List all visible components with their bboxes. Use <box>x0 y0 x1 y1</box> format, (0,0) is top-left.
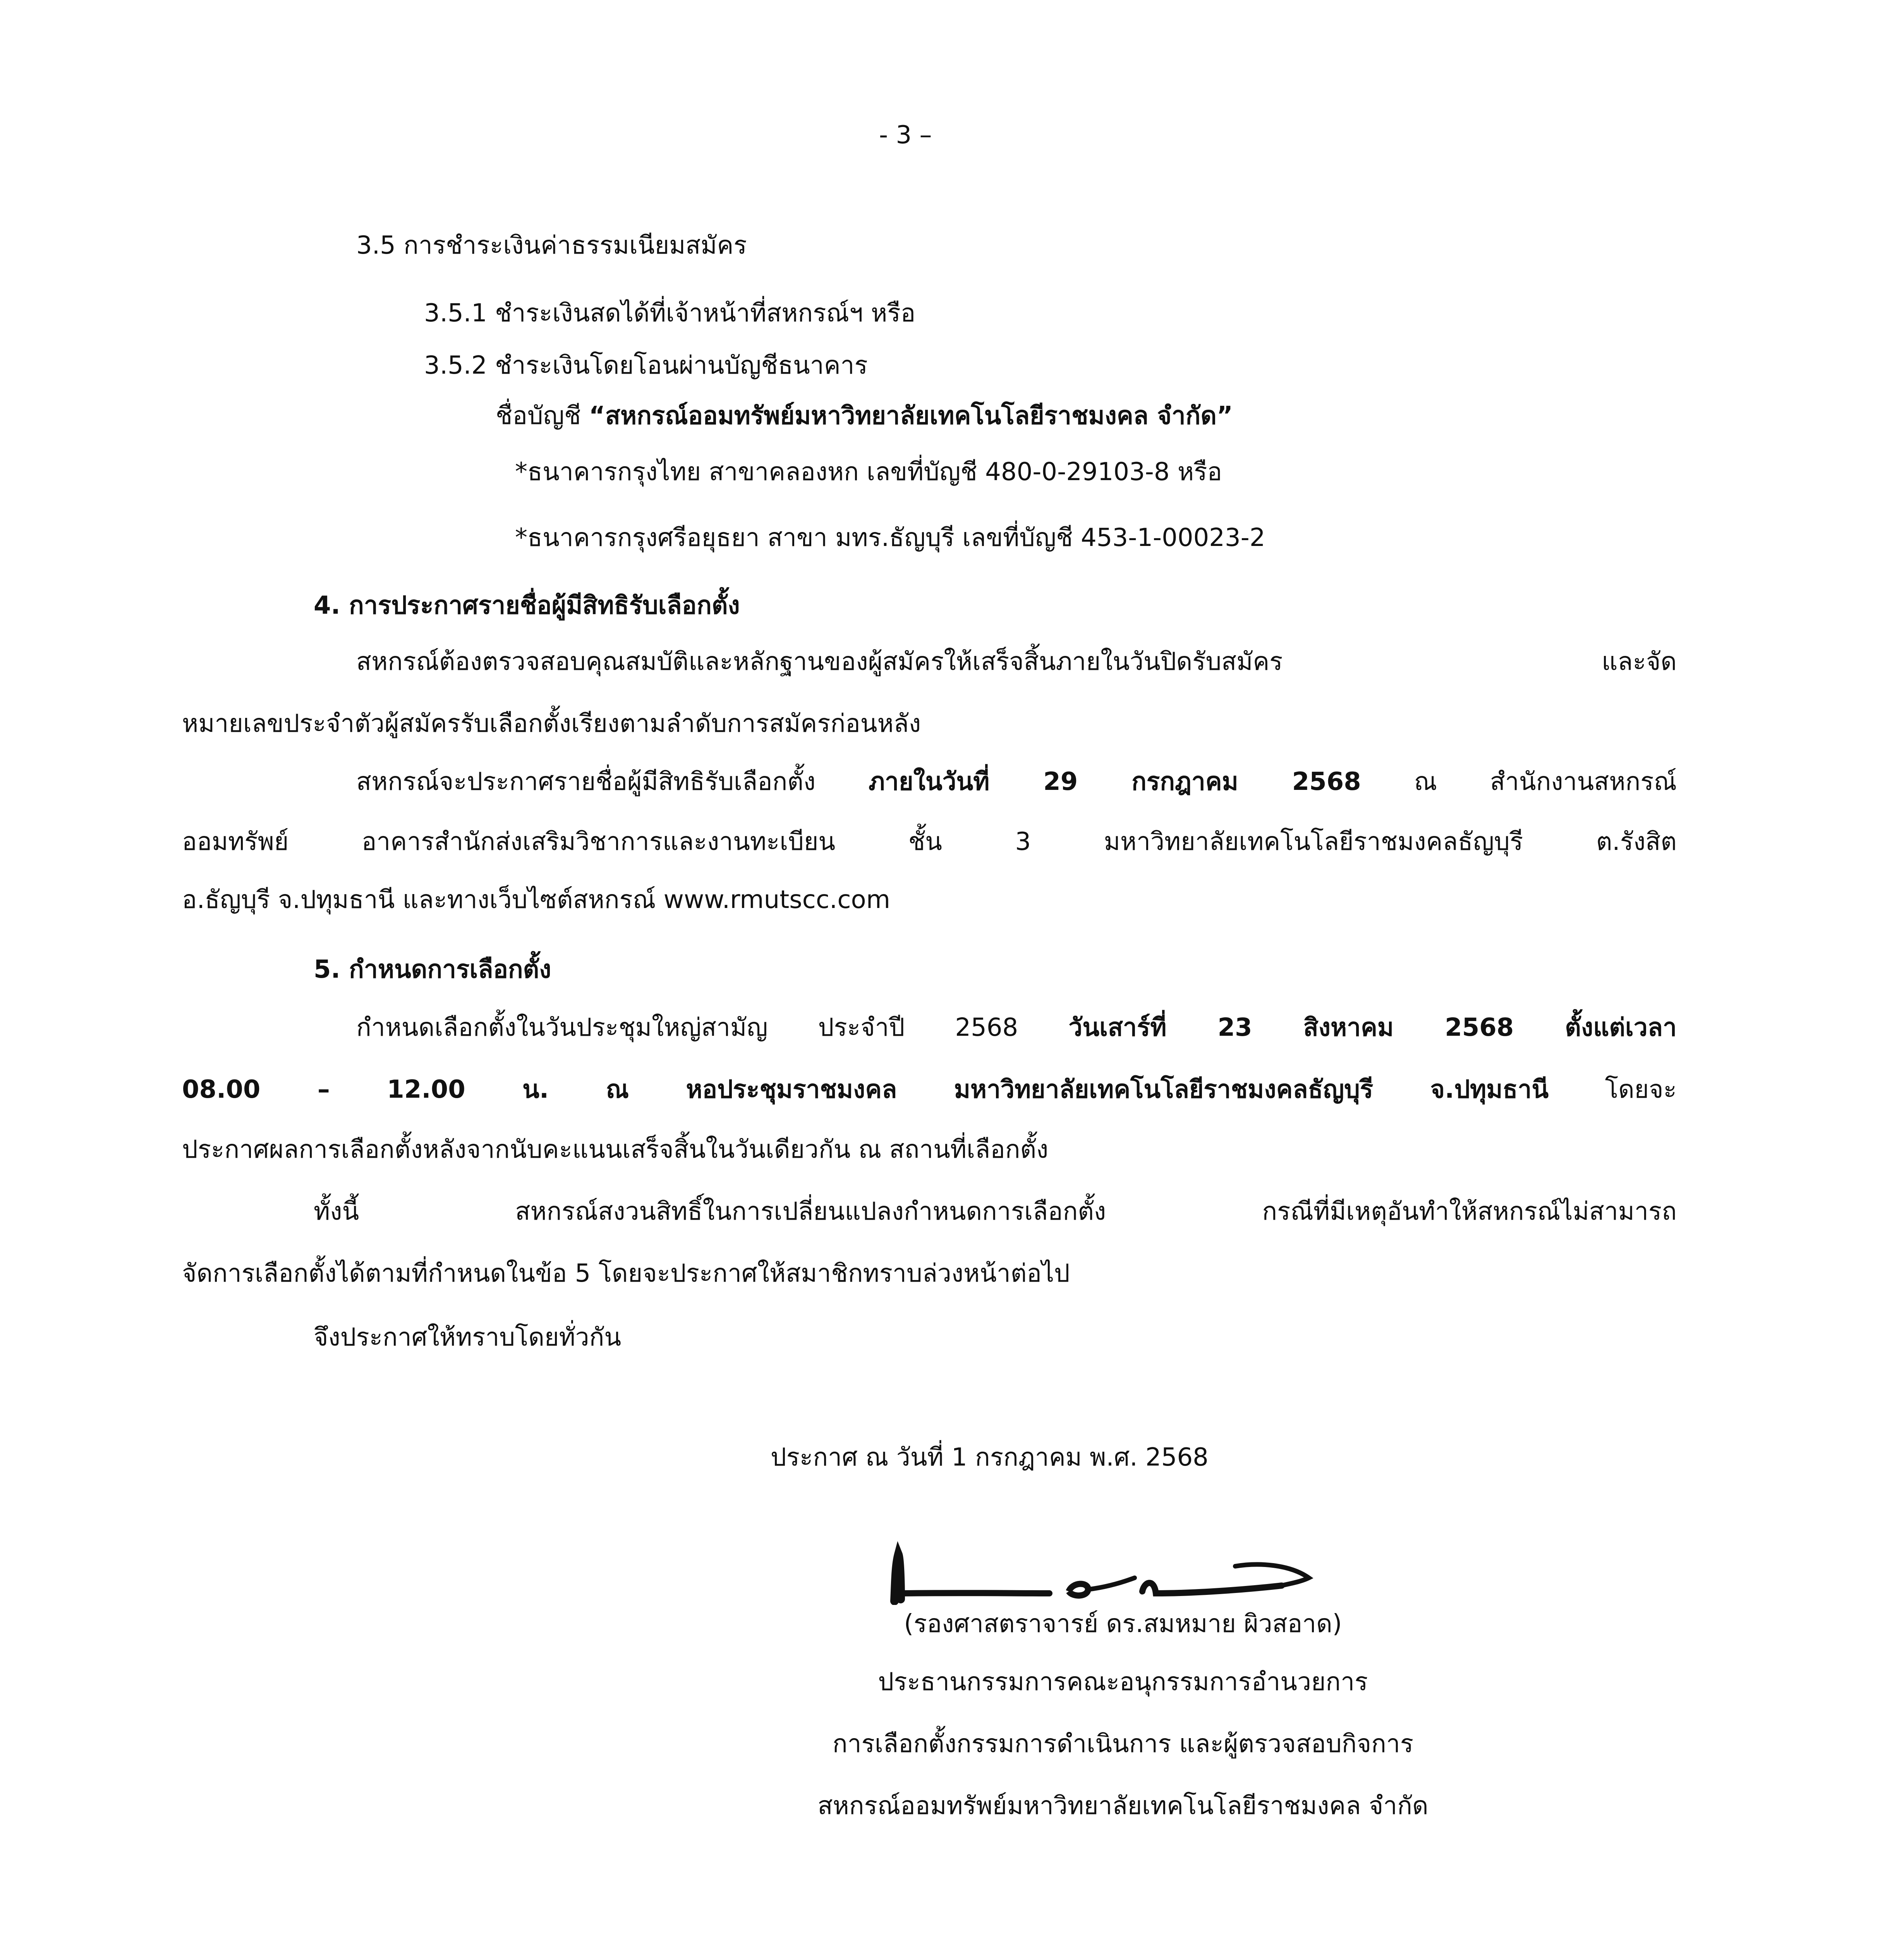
section-4-para2-line2: ออมทรัพย์ อาคารสำนักส่งเสริมวิชาการและงานทะเบียน ชั้น 3 มหาวิทยาลัยเทคโนโลยีราชมงคลธัญบุรี ต.รังสิต <box>182 827 1677 856</box>
election-date: วันเสาร์ที่ 23 สิงหาคม 2568 ตั้งแต่เวลา <box>1068 1013 1677 1042</box>
section-4-heading: 4. การประกาศรายชื่อผู้มีสิทธิรับเลือกตั้ง <box>314 591 740 620</box>
signatory-name: (รองศาสตราจารย์ ดร.สมหมาย ผิวสอาด) <box>904 1610 1342 1638</box>
signatory-position-2: การเลือกตั้งกรรมการดำเนินการ และผู้ตรวจสอบกิจการ <box>832 1730 1414 1758</box>
election-time-place: 08.00 – 12.00 น. ณ หอประชุมราชมงคล มหาวิทยาลัยเทคโนโลยีราชมงคลธัญบุรี จ.ปทุมธานี <box>182 1075 1549 1104</box>
section-5-line1 <box>356 1011 1677 1045</box>
reservation-line2: จัดการเลือกตั้งได้ตามที่กำหนดในข้อ 5 โดยจะประกาศให้สมาชิกทราบล่วงหน้าต่อไป <box>182 1259 1070 1288</box>
section-4-para2-line1 <box>356 765 1677 799</box>
section-3-5-2-item: 3.5.2 ชำระเงินโดยโอนผ่านบัญชีธนาคาร <box>424 351 868 380</box>
page-number: - 3 – <box>879 121 932 149</box>
reservation-line1: ทั้งนี้ สหกรณ์สงวนสิทธิ์ในการเปลี่ยนแปลงกำหนดการเลือกตั้ง กรณีที่มีเหตุอันทำให้สหกรณ์ไม่สามารถ <box>314 1197 1677 1226</box>
section-3-5-1-item: 3.5.1 ชำระเงินสดได้ที่เจ้าหน้าที่สหกรณ์ฯ หรือ <box>424 299 916 328</box>
section-5-line3: ประกาศผลการเลือกตั้งหลังจากนับคะแนนเสร็จสิ้นในวันเดียวกัน ณ สถานที่เลือกตั้ง <box>182 1135 1049 1164</box>
signature-mark <box>887 1535 1324 1605</box>
section-4-para2-line3: อ.ธัญบุรี จ.ปทุมธานี และทางเว็บไซต์สหกรณ์ www.rmutscc.com <box>182 886 891 914</box>
account-name: “สหกรณ์ออมทรัพย์มหาวิทยาลัยเทคโนโลยีราชมงคล จำกัด” <box>589 402 1233 430</box>
section-4-para1-line1: สหกรณ์ต้องตรวจสอบคุณสมบัติและหลักฐานของผู้สมัครให้เสร็จสิ้นภายในวันปิดรับสมัคร และจัด <box>356 647 1677 676</box>
bank-account-2: *ธนาคารกรุงศรีอยุธยา สาขา มทร.ธัญบุรี เลขที่บัญชี 453-1-00023-2 <box>515 523 1265 552</box>
announce-date: ภายในวันที่ 29 กรกฎาคม 2568 <box>868 767 1361 796</box>
bank-account-1: *ธนาคารกรุงไทย สาขาคลองหก เลขที่บัญชี 480-0-29103-8 หรือ <box>515 458 1222 486</box>
account-name-prefix: ชื่อบัญชี <box>496 402 589 430</box>
section-4-para1-line2: หมายเลขประจำตัวผู้สมัครรับเลือกตั้งเรียงตามลำดับการสมัครก่อนหลัง <box>182 709 921 738</box>
closing-statement: จึงประกาศให้ทราบโดยทั่วกัน <box>314 1323 622 1352</box>
announcement-date: ประกาศ ณ วันที่ 1 กรกฎาคม พ.ศ. 2568 <box>771 1443 1209 1472</box>
signatory-position-3: สหกรณ์ออมทรัพย์มหาวิทยาลัยเทคโนโลยีราชมงคล จำกัด <box>817 1792 1428 1820</box>
election-schedule-text: กำหนดเลือกตั้งในวันประชุมใหญ่สามัญ ประจำปี 2568 <box>356 1013 1069 1042</box>
account-name-line <box>496 399 1233 433</box>
section-5-heading: 5. กำหนดการเลือกตั้ง <box>314 955 551 984</box>
announce-place: ณ สำนักงานสหกรณ์ <box>1361 767 1677 796</box>
signatory-position-1: ประธานกรรมการคณะอนุกรรมการอำนวยการ <box>878 1668 1368 1696</box>
election-result-lead: โดยจะ <box>1549 1075 1677 1104</box>
section-5-line2 <box>182 1073 1677 1107</box>
section-3-5-heading: 3.5 การชำระเงินค่าธรรมเนียมสมัคร <box>356 231 747 260</box>
announce-text: สหกรณ์จะประกาศรายชื่อผู้มีสิทธิรับเลือกตั้ง <box>356 767 869 796</box>
